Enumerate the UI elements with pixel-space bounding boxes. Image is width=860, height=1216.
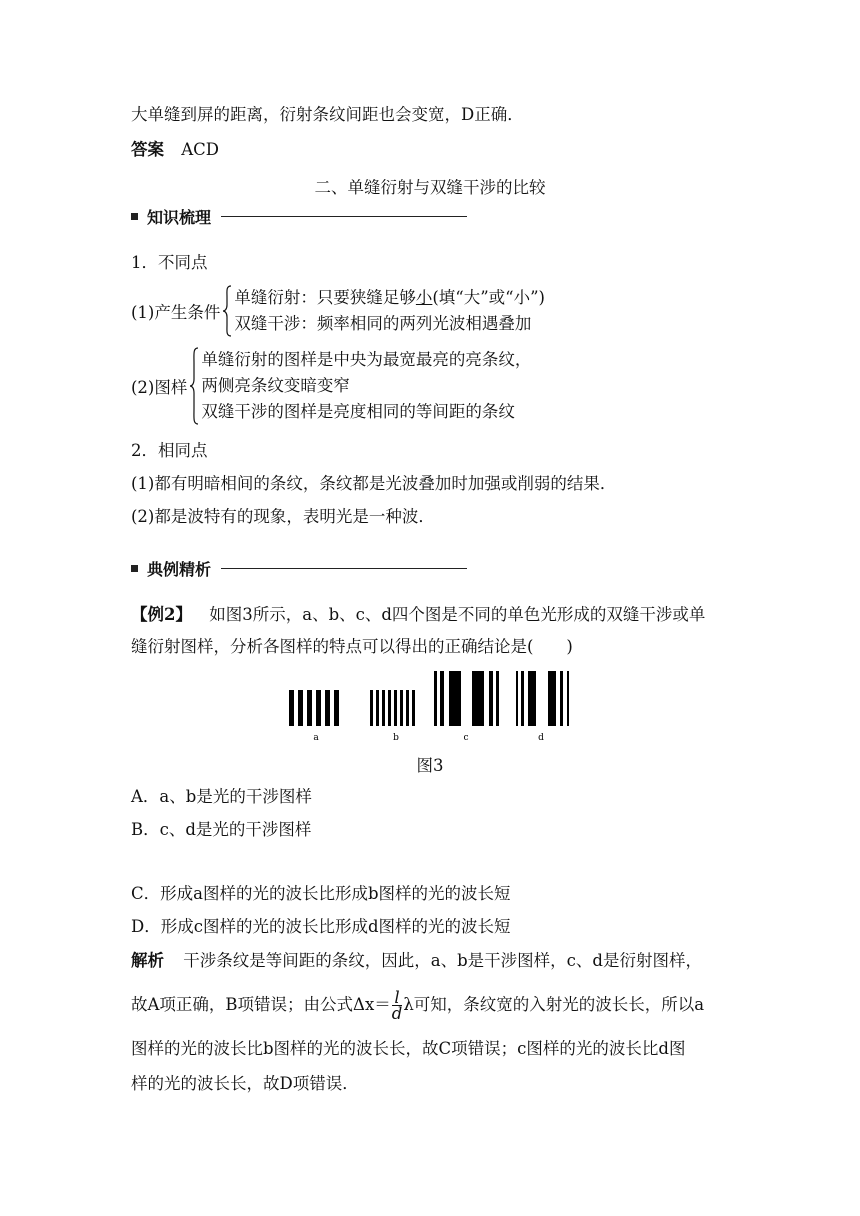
- answer-label: 答案: [131, 140, 164, 159]
- pattern-line: 单缝衍射的图样是中央为最宽最亮的亮条纹，: [201, 350, 532, 369]
- condition-double-slit: 双缝干涉：频率相同的两列光波相遇叠加: [234, 314, 532, 333]
- example-label: 【例2】: [131, 605, 192, 624]
- heading-examples: [131, 557, 467, 580]
- figure-label-c: c: [463, 733, 469, 743]
- figure-label-d: d: [538, 733, 544, 743]
- conditions-label: (1)产生条件: [131, 303, 221, 322]
- heading-label: 典例精析: [147, 560, 212, 579]
- square-bullet-icon: [131, 565, 138, 572]
- heading-knowledge: [131, 205, 467, 228]
- option-d: D．形成c图样的光的波长比形成d图样的光的波长短: [131, 917, 511, 936]
- analysis-line: 图样的光的波长比b图样的光的波长长，故C项错误；c图样的光的波长比d图: [131, 1039, 686, 1058]
- analysis-line: 样的光的波长长，故D项错误．: [131, 1074, 359, 1093]
- patterns-block: [131, 347, 531, 425]
- pattern-a: [289, 690, 339, 726]
- section-title: 二、单缝衍射与双缝干涉的比较: [314, 178, 546, 197]
- heading-rule: [221, 568, 467, 569]
- figure-label-a: a: [313, 733, 319, 743]
- example-stem-line: 缝衍射图样，分析各图样的特点可以得出的正确结论是( ): [131, 637, 573, 656]
- stripe-patterns-figure: [286, 668, 576, 744]
- option-b: B．c、d是光的干涉图样: [131, 820, 312, 839]
- analysis-label: 解析: [131, 951, 164, 970]
- analysis-line: 故A项正确，B项错误；由公式Δx＝ $\frac{l}{d}$ λ可知，条纹宽的入射光的波长长，所以a: [131, 988, 705, 1023]
- example-stem-line: 【例2】 如图3所示，a、b、c、d四个图是不同的单色光形成的双缝干涉或单: [131, 605, 706, 624]
- heading-rule: [221, 216, 467, 217]
- answer-line: [131, 139, 219, 161]
- paragraph-line: (2)都是波特有的现象，表明光是一种波．: [131, 507, 435, 526]
- condition-single-slit: 单缝衍射：只要狭缝足够小(填“大”或“小”): [234, 288, 545, 307]
- paragraph-line: (1)都有明暗相间的条纹，条纹都是光波叠加时加强或削弱的结果．: [131, 474, 617, 493]
- figure-label-b: b: [393, 733, 399, 743]
- point-2-title: 2．相同点: [131, 441, 208, 460]
- left-brace-icon: [189, 347, 199, 425]
- fraction-l-over-d: $\frac{l}{d}$: [391, 988, 403, 1023]
- conditions-block: [131, 285, 545, 337]
- heading-label: 知识梳理: [147, 208, 212, 227]
- pattern-b: [370, 690, 415, 726]
- patterns-label: (2)图样: [131, 378, 188, 397]
- paragraph-line: 大单缝到屏的距离，衍射条纹间距也会变宽，D正确．: [131, 105, 524, 124]
- pattern-line: 两侧亮条纹变暗变窄: [201, 376, 350, 395]
- point-1-title: 1．不同点: [131, 253, 208, 272]
- option-c: C．形成a图样的光的波长比形成b图样的光的波长短: [131, 884, 511, 903]
- option-a: A．a、b是光的干涉图样: [131, 787, 312, 806]
- pattern-c: [434, 671, 499, 726]
- analysis-line: 解析 干涉条纹是等间距的条纹，因此，a、b是干涉图样，c、d是衍射图样，: [131, 951, 702, 970]
- answer-value: ACD: [181, 140, 220, 159]
- left-brace-icon: [222, 285, 232, 337]
- square-bullet-icon: [131, 213, 138, 220]
- pattern-d: [516, 671, 569, 726]
- pattern-line: 双缝干涉的图样是亮度相同的等间距的条纹: [201, 402, 515, 421]
- figure-caption: 图3: [416, 756, 444, 775]
